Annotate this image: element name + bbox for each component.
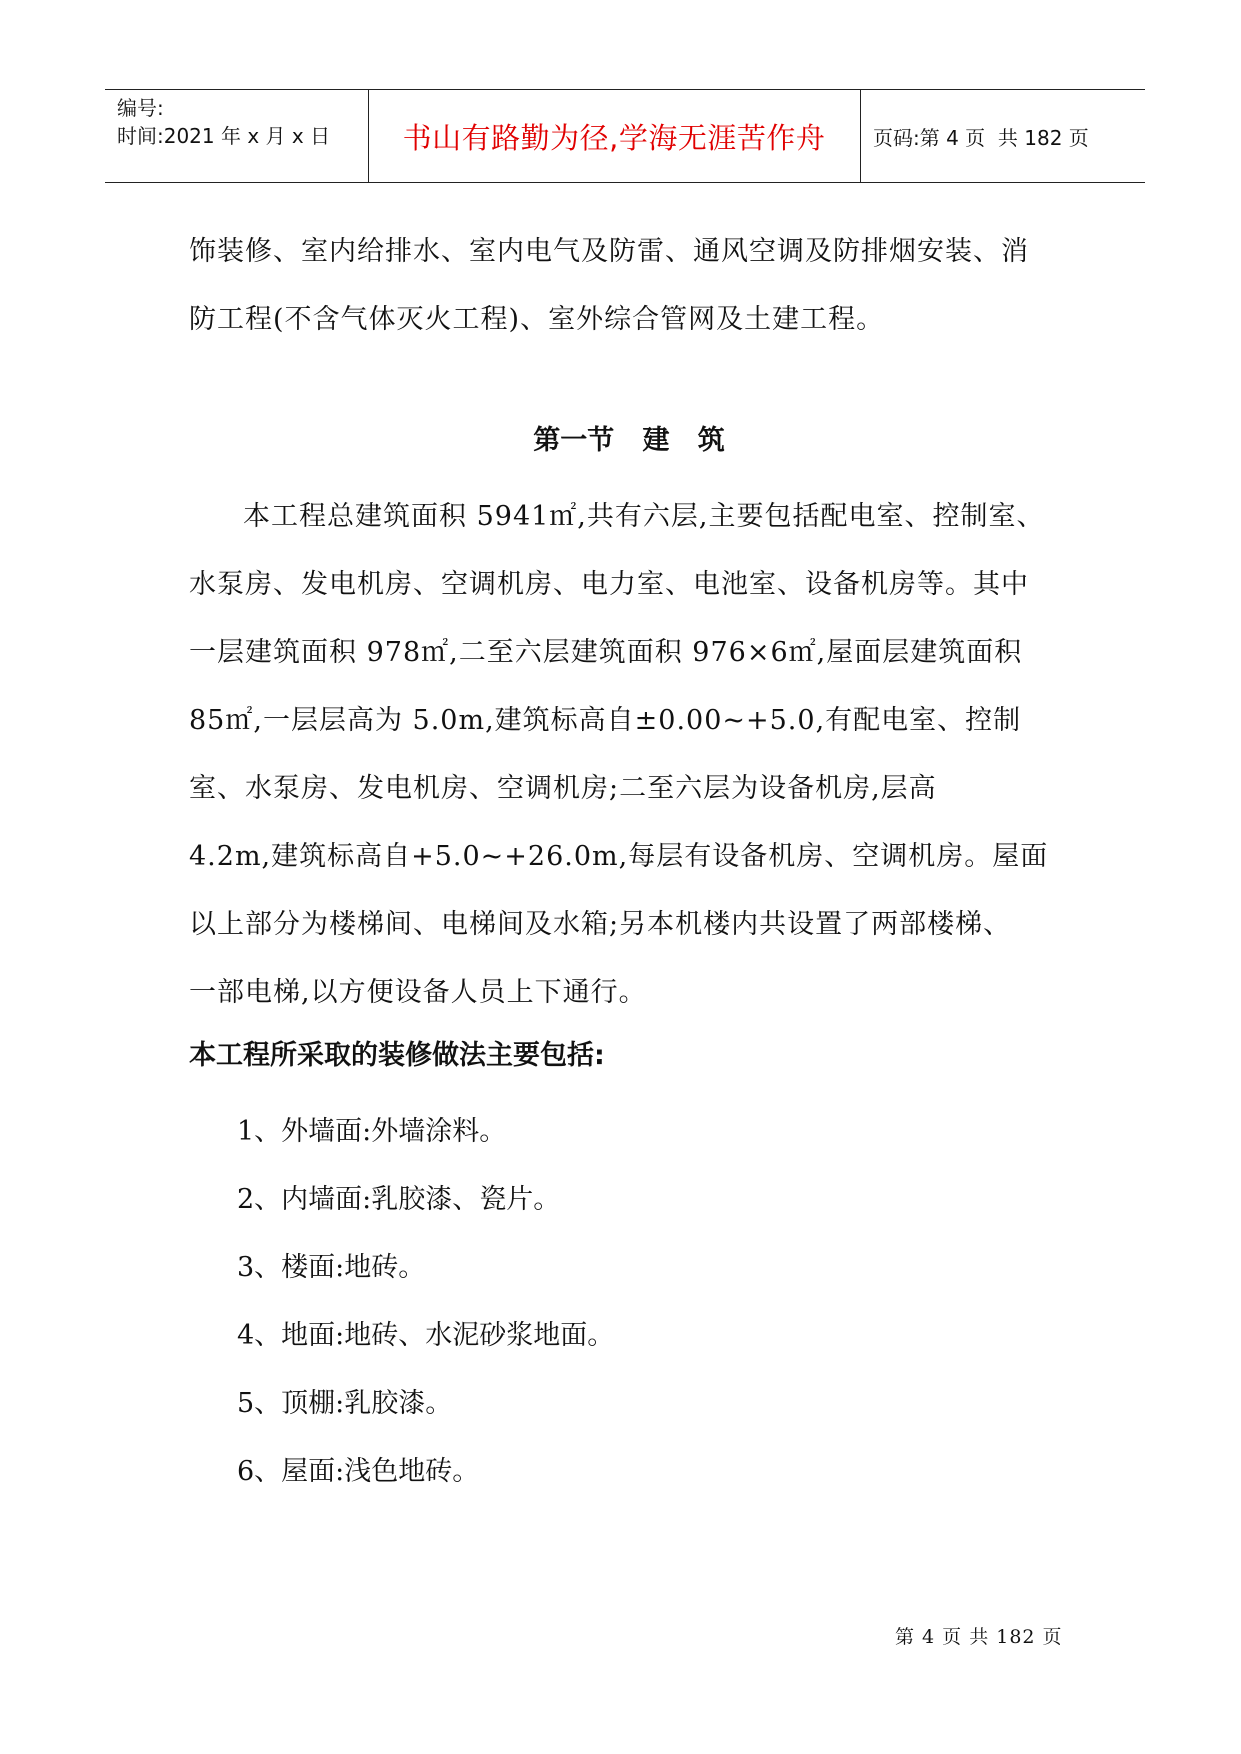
header-page-info: 页码:第 4 页 共 182 页 [873, 125, 1089, 150]
body-line: 4.2m,建筑标高自+5.0~+26.0m,每层有设备机房、空调机房。屋面 [189, 841, 1049, 872]
intro-paragraph [189, 218, 1069, 354]
list-item: 5、顶棚:乳胶漆。 [237, 1388, 453, 1419]
body-line: 室、水泵房、发电机房、空调机房;二至六层为设备机房,层高 [189, 773, 937, 804]
intro-line: 防工程(不含气体灭火工程)、室外综合管网及土建工程。 [189, 304, 885, 335]
section-title: 第一节 建 筑 [533, 425, 725, 456]
decoration-list [237, 1098, 614, 1506]
page-header [105, 89, 1145, 183]
decoration-heading: 本工程所采取的装修做法主要包括: [189, 1040, 605, 1071]
building-description [189, 483, 1089, 1027]
body-line: 一部电梯,以方便设备人员上下通行。 [189, 977, 647, 1008]
list-item: 2、内墙面:乳胶漆、瓷片。 [237, 1184, 561, 1215]
body-line: 一层建筑面积 978㎡,二至六层建筑面积 976×6㎡,屋面层建筑面积 [189, 637, 1023, 668]
list-item: 3、楼面:地砖。 [237, 1252, 426, 1283]
body-line: 以上部分为楼梯间、电梯间及水箱;另本机楼内共设置了两部楼梯、 [189, 909, 1012, 940]
body-line: 85㎡,一层层高为 5.0m,建筑标高自±0.00~+5.0,有配电室、控制 [189, 705, 1022, 736]
list-item: 4、地面:地砖、水泥砂浆地面。 [237, 1320, 615, 1351]
header-meta [117, 94, 367, 150]
body-line: 水泵房、发电机房、空调机房、电力室、电池室、设备机房等。其中 [189, 569, 1029, 600]
header-motto: 书山有路勤为径,学海无涯苦作舟 [402, 120, 826, 155]
header-divider-right [860, 90, 861, 182]
list-item: 6、屋面:浅色地砖。 [237, 1456, 480, 1487]
body-line: 本工程总建筑面积 5941㎡,共有六层,主要包括配电室、控制室、 [243, 501, 1045, 532]
intro-line: 饰装修、室内给排水、室内电气及防雷、通风空调及防排烟安装、消 [189, 236, 1029, 267]
list-item: 1、外墙面:外墙涂料。 [237, 1116, 507, 1147]
time-label: 时间:2021 年 x 月 x 日 [117, 124, 331, 148]
serial-number-label: 编号: [117, 96, 164, 120]
page-footer: 第 4 页 共 182 页 [895, 1626, 1063, 1648]
